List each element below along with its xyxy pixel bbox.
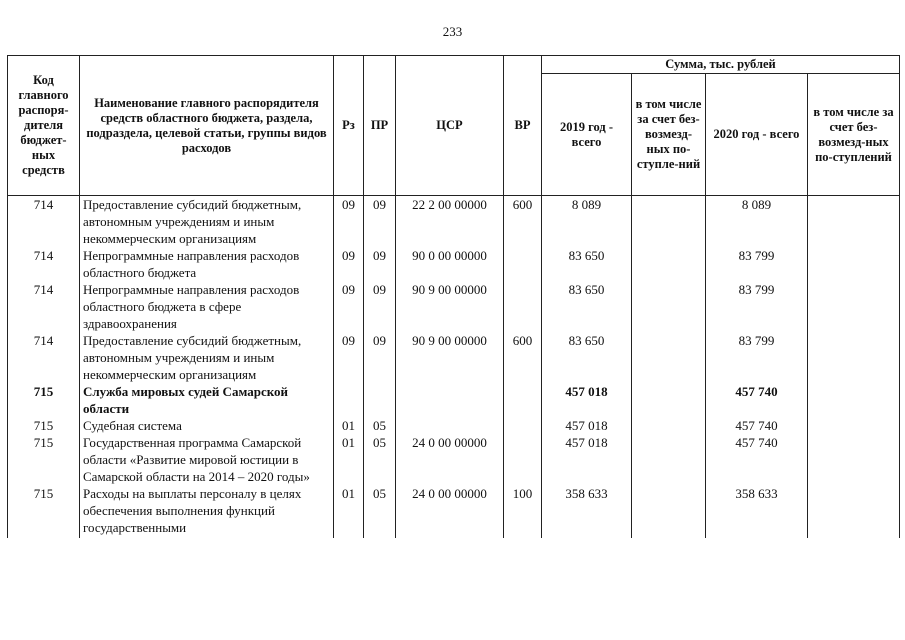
header-sum: Сумма, тыс. рублей xyxy=(542,56,900,74)
csr-cell: 24 0 00 00000 xyxy=(396,485,504,538)
y2020-total-cell: 457 740 xyxy=(706,417,808,434)
y2019-total-cell: 83 650 xyxy=(542,281,632,332)
header-code: Код главного распоря-дителя бюджет-ных средств xyxy=(8,56,80,196)
name-cell: Непрограммные направления расходов областного бюджета xyxy=(80,247,334,281)
table-row xyxy=(8,417,900,434)
table-row xyxy=(8,434,900,485)
csr-cell: 90 9 00 00000 xyxy=(396,281,504,332)
name-cell: Служба мировых судей Самарской области xyxy=(80,383,334,417)
code-cell: 715 xyxy=(8,383,80,417)
y2019-free-cell xyxy=(632,485,706,538)
vr-cell: 600 xyxy=(504,332,542,383)
y2020-total-cell: 83 799 xyxy=(706,332,808,383)
header-2019-total: 2019 год - всего xyxy=(542,74,632,196)
vr-cell xyxy=(504,247,542,281)
y2020-free-cell xyxy=(808,281,900,332)
y2019-free-cell xyxy=(632,196,706,248)
y2020-total-cell: 83 799 xyxy=(706,281,808,332)
rz-cell: 01 xyxy=(334,434,364,485)
name-cell: Судебная система xyxy=(80,417,334,434)
csr-cell: 90 9 00 00000 xyxy=(396,332,504,383)
y2019-total-cell: 358 633 xyxy=(542,485,632,538)
csr-cell xyxy=(396,383,504,417)
vr-cell xyxy=(504,417,542,434)
code-cell: 715 xyxy=(8,417,80,434)
header-vr: ВР xyxy=(504,56,542,196)
rz-cell: 09 xyxy=(334,281,364,332)
table-row xyxy=(8,247,900,281)
y2019-total-cell: 457 018 xyxy=(542,434,632,485)
y2020-free-cell xyxy=(808,196,900,248)
csr-cell xyxy=(396,417,504,434)
y2019-free-cell xyxy=(632,383,706,417)
rz-cell xyxy=(334,383,364,417)
header-pr: ПР xyxy=(364,56,396,196)
rz-cell: 09 xyxy=(334,196,364,248)
y2020-total-cell: 358 633 xyxy=(706,485,808,538)
y2019-free-cell xyxy=(632,281,706,332)
pr-cell: 05 xyxy=(364,434,396,485)
table-row xyxy=(8,196,900,248)
y2019-total-cell: 83 650 xyxy=(542,247,632,281)
header-csr: ЦСР xyxy=(396,56,504,196)
header-rz: Рз xyxy=(334,56,364,196)
y2019-free-cell xyxy=(632,247,706,281)
table-row xyxy=(8,383,900,417)
pr-cell xyxy=(364,383,396,417)
csr-cell: 90 0 00 00000 xyxy=(396,247,504,281)
csr-cell: 22 2 00 00000 xyxy=(396,196,504,248)
pr-cell: 09 xyxy=(364,247,396,281)
y2019-total-cell: 83 650 xyxy=(542,332,632,383)
name-cell: Государственная программа Самарской области «Развитие мировой юстиции в Самарской области на 2014 – 2020 годы» xyxy=(80,434,334,485)
vr-cell: 100 xyxy=(504,485,542,538)
rz-cell: 01 xyxy=(334,485,364,538)
rz-cell: 01 xyxy=(334,417,364,434)
name-cell: Непрограммные направления расходов областного бюджета в сфере здравоохранения xyxy=(80,281,334,332)
pr-cell: 05 xyxy=(364,485,396,538)
table-body xyxy=(8,196,900,539)
y2019-free-cell xyxy=(632,434,706,485)
y2020-free-cell xyxy=(808,485,900,538)
table-row xyxy=(8,332,900,383)
y2020-free-cell xyxy=(808,434,900,485)
name-cell: Предоставление субсидий бюджетным, автономным учреждениям и иным некоммерческим организациям xyxy=(80,332,334,383)
y2020-free-cell xyxy=(808,247,900,281)
y2020-total-cell: 457 740 xyxy=(706,434,808,485)
pr-cell: 09 xyxy=(364,196,396,248)
page-number: 233 xyxy=(442,24,463,39)
header-2020-free: в том числе за счет без-возмезд-ных по-ступлений xyxy=(808,74,900,196)
budget-table xyxy=(7,55,900,538)
vr-cell xyxy=(504,281,542,332)
code-cell: 714 xyxy=(8,196,80,248)
y2019-total-cell: 8 089 xyxy=(542,196,632,248)
name-cell: Предоставление субсидий бюджетным, автономным учреждениям и иным некоммерческим организациям xyxy=(80,196,334,248)
code-cell: 714 xyxy=(8,332,80,383)
header-2019-free: в том числе за счет без-возмезд-ных по-ступле-ний xyxy=(632,74,706,196)
y2019-total-cell: 457 018 xyxy=(542,383,632,417)
y2020-free-cell xyxy=(808,332,900,383)
pr-cell: 09 xyxy=(364,332,396,383)
table-row xyxy=(8,485,900,538)
pr-cell: 09 xyxy=(364,281,396,332)
y2019-total-cell: 457 018 xyxy=(542,417,632,434)
code-cell: 714 xyxy=(8,281,80,332)
rz-cell: 09 xyxy=(334,247,364,281)
code-cell: 714 xyxy=(8,247,80,281)
header-2020-total: 2020 год - всего xyxy=(706,74,808,196)
y2020-free-cell xyxy=(808,417,900,434)
y2019-free-cell xyxy=(632,417,706,434)
y2020-free-cell xyxy=(808,383,900,417)
name-cell: Расходы на выплаты персоналу в целях обеспечения выполнения функций государственными xyxy=(80,485,334,538)
vr-cell xyxy=(504,434,542,485)
y2020-total-cell: 457 740 xyxy=(706,383,808,417)
code-cell: 715 xyxy=(8,434,80,485)
table-row xyxy=(8,281,900,332)
rz-cell: 09 xyxy=(334,332,364,383)
csr-cell: 24 0 00 00000 xyxy=(396,434,504,485)
code-cell: 715 xyxy=(8,485,80,538)
y2020-total-cell: 83 799 xyxy=(706,247,808,281)
pr-cell: 05 xyxy=(364,417,396,434)
vr-cell xyxy=(504,383,542,417)
y2019-free-cell xyxy=(632,332,706,383)
header-name: Наименование главного распорядителя средств областного бюджета, раздела, подраздела, целевой статьи, группы видов расходов xyxy=(80,56,334,196)
vr-cell: 600 xyxy=(504,196,542,248)
y2020-total-cell: 8 089 xyxy=(706,196,808,248)
